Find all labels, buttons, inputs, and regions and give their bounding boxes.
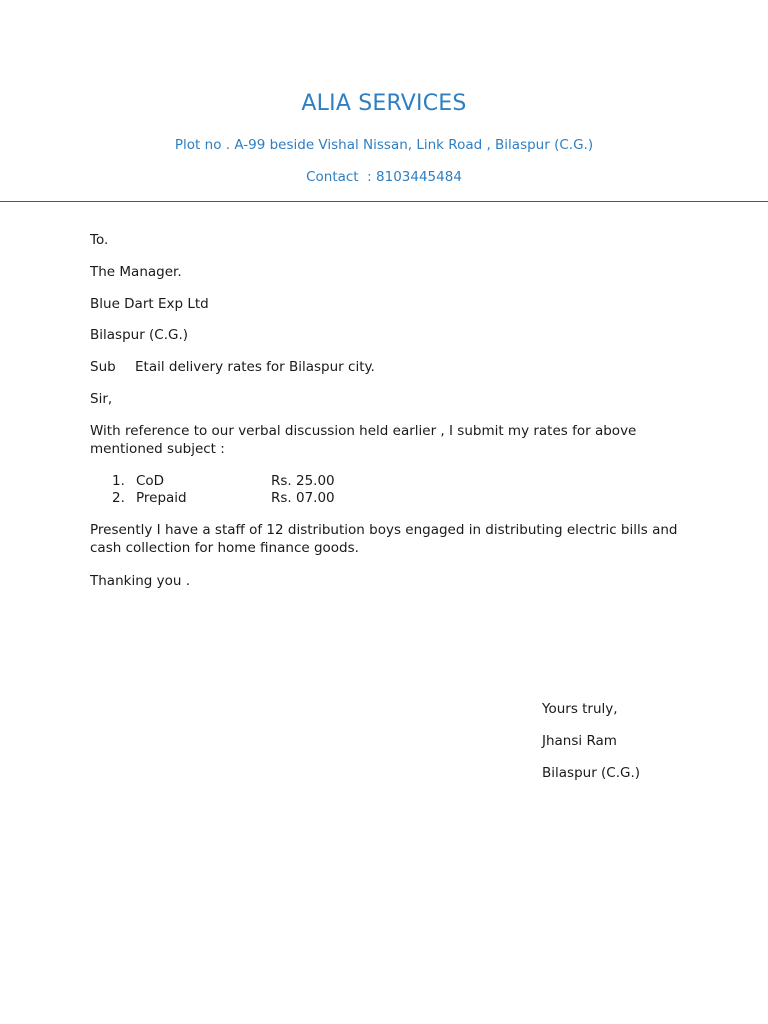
rate-price: Rs. 07.00 [271, 490, 335, 506]
recipient-company: Blue Dart Exp Ltd [90, 296, 209, 312]
subject-line [90, 358, 375, 376]
subject-text: Etail delivery rates for Bilaspur city. [135, 359, 375, 375]
thanking-line: Thanking you . [90, 573, 191, 589]
subject-label: Sub [90, 359, 116, 375]
rate-name: CoD [136, 473, 165, 489]
rate-number: 1. [112, 473, 125, 489]
rate-name: Prepaid [136, 490, 187, 506]
company-address: Plot no . A-99 beside Vishal Nissan, Link Road , Bilaspur (C.G.) [174, 137, 594, 153]
staff-paragraph: Presently I have a staff of 12 distribution boys engaged in distributing electric bills and cash collection for home finance goods. [90, 522, 678, 556]
recipient-city: Bilaspur (C.G.) [90, 327, 189, 343]
company-name: ALIA SERVICES [301, 91, 467, 116]
signoff-name: Jhansi Ram [542, 733, 617, 749]
rate-price: Rs. 25.00 [271, 473, 335, 489]
recipient-to: To. [90, 232, 109, 248]
rate-number: 2. [112, 490, 125, 506]
header-divider [0, 201, 768, 202]
greeting: Sir, [90, 391, 113, 407]
recipient-title: The Manager. [90, 264, 182, 280]
signoff-closing: Yours truly, [542, 701, 618, 717]
signoff-city: Bilaspur (C.G.) [542, 765, 641, 781]
company-contact: Contact : 8103445484 [306, 169, 462, 185]
intro-paragraph: With reference to our verbal discussion held earlier , I submit my rates for above mentioned subject : [90, 423, 637, 457]
